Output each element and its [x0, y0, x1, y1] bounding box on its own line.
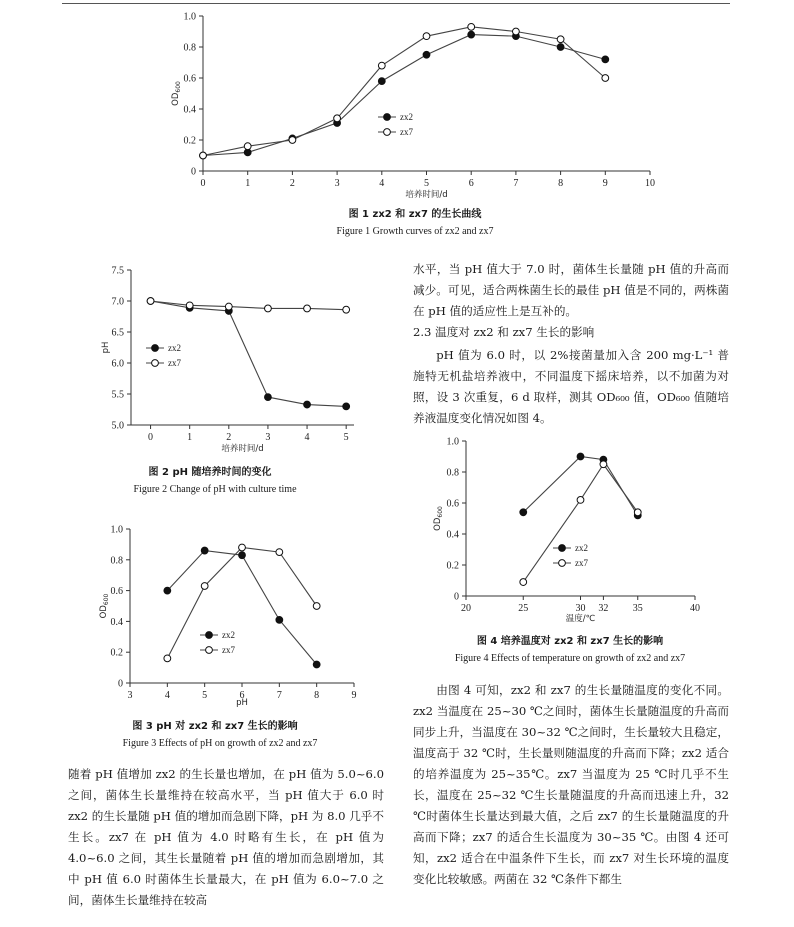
- y-tick-label: 0.4: [446, 529, 459, 541]
- x-tick-label: 8: [314, 690, 320, 701]
- y-tick-label: 0: [454, 591, 459, 603]
- figure-2-caption-en: Figure 2 Change of pH with culture time: [133, 484, 297, 495]
- y-tick-label: 7.0: [111, 296, 124, 308]
- x-axis-label: 温度/℃: [565, 614, 596, 624]
- legend-label-zx2: zx2: [400, 112, 413, 122]
- point-zx2: [313, 661, 320, 668]
- figure-3-caption-cn: 图 3 pH 对 zx2 和 zx7 生长的影响: [132, 721, 298, 732]
- x-tick-label: 9: [602, 178, 608, 189]
- figure-2-caption-cn: 图 2 pH 随培养时间的变化: [148, 467, 272, 478]
- right-paragraph-3: [413, 680, 729, 890]
- x-tick-label: 6: [239, 690, 245, 701]
- left-paragraph-text: 随着 pH 值增加 zx2 的生长量也增加，在 pH 值为 5.0~6.0 之间，菌体生长量维持在较高水平，当 pH 值大于 6.0 时 zx2 的生长量随 pH 值的增加而急剧下降，pH 为 8.0 几乎不生长。zx7 在 pH 值为 4.0 时略有生长，在 pH 值为 4.0~6.0 之间，其生长量随着 pH 值的增加而急剧增加，其中 pH 值 6.0 时菌体生长量最大，在 pH 值为 6.0~7.0 之间，菌体生长量维持在较高: [68, 767, 384, 907]
- y-tick-label: 0.8: [183, 42, 196, 54]
- x-tick-label: 4: [164, 690, 170, 701]
- y-axis-label-sub: 600: [103, 593, 110, 606]
- x-tick-label: 2: [226, 432, 232, 443]
- x-tick-label: 8: [558, 178, 564, 189]
- y-tick-label: 0.2: [183, 135, 196, 147]
- x-tick-label: 3: [334, 178, 340, 189]
- figure-3-caption-en: Figure 3 Effects of pH on growth of zx2 and zx7: [122, 738, 318, 749]
- x-tick-label: 2: [289, 178, 295, 189]
- legend-label-zx7: zx7: [168, 358, 181, 368]
- y-axis-label-sub: 600: [175, 81, 182, 93]
- y-tick-label: 7.5: [111, 265, 124, 277]
- y-tick-label: 0.6: [183, 73, 196, 85]
- y-axis-label: $OD_{600}$: [99, 593, 110, 619]
- y-tick-label: 0.8: [446, 467, 459, 479]
- x-tick-label: 30: [575, 603, 586, 614]
- x-tick-label: 1: [187, 432, 193, 443]
- y-tick-label: 6.0: [111, 358, 124, 370]
- right-paragraph-3-text: 由图 4 可知，zx2 和 zx7 的生长量随温度的变化不同。zx2 当温度在 25~30 ℃之间时，菌体生长量随温度的升高而同步上升，当温度在 30~32 ℃之间时，生长量较大且稳定，温度高于 32 ℃时，生长量则随温度的升高而下降；zx2 适合的培养温度为 25~35℃。zx7 当温度为 25 ℃时几乎不生长，温度在 25~32 ℃生长量随温度的升高而迅速上升，32 ℃时菌体生长量达到最大值，之后 zx7 的生长量随温度的升高而下降；zx7 的适合生长温度为 30~35 ℃。由图 4 还可知，zx2 适合在中温条件下生长，而 zx7 对生长环境的温度变化比较敏感。两菌在 32 ℃条件下都生: [413, 683, 729, 886]
- y-tick-label: 0.6: [446, 498, 459, 510]
- y-tick-label: 0.2: [110, 647, 123, 659]
- point-zx7: [520, 579, 527, 586]
- x-axis-label: 培养时间/d: [221, 444, 264, 454]
- y-tick-label: 0: [118, 678, 123, 690]
- legend-label-zx7: zx7: [575, 558, 588, 568]
- right-paragraph-1-text: 水平，当 pH 值大于 7.0 时，菌体生长量随 pH 值的升高而减少。可见，适合两株菌生长的最佳 pH 值是不同的，两株菌在 pH 值的适应性上是互补的。: [413, 262, 729, 318]
- x-tick-label: 40: [690, 603, 700, 614]
- y-tick-label: 1.0: [183, 11, 196, 23]
- figure-4-caption-en: Figure 4 Effects of temperature on growth of zx2 and zx7: [454, 653, 686, 664]
- legend-marker-zx2: [559, 545, 566, 552]
- x-tick-label: 20: [461, 603, 471, 614]
- legend-label-zx7: zx7: [400, 127, 413, 137]
- x-tick-label: 25: [518, 603, 529, 614]
- right-paragraph-2: [413, 345, 729, 429]
- x-tick-label: 6: [468, 178, 474, 189]
- x-tick-label: 4: [379, 178, 385, 189]
- legend-label-zx2: zx2: [168, 343, 181, 353]
- x-tick-label: 10: [645, 178, 655, 189]
- y-tick-label: 0.4: [110, 616, 123, 628]
- y-tick-label: 1.0: [446, 436, 459, 448]
- x-tick-label: 4: [304, 432, 310, 443]
- point-zx2: [577, 453, 584, 460]
- y-tick-label: 0.2: [446, 560, 459, 572]
- right-paragraph-2-text: pH 值为 6.0 时，以 2%接菌量加入含 200 mg·L⁻¹ 普施特无机盐培养液中，不同温度下摇床培养，以不加菌为对照，设 3 次重复，6 d 取样，测其 OD₆₀₀ 值，OD₆₀₀ 值随培养液温度变化情况如图 4。: [413, 348, 729, 425]
- y-axis-label: $OD_{600}$: [433, 506, 444, 531]
- point-zx7: [164, 655, 171, 662]
- point-zx7: [600, 461, 607, 468]
- x-tick-label: 0: [148, 432, 154, 443]
- figure-4-caption-cn: 图 4 培养温度对 zx2 和 zx7 生长的影响: [476, 636, 664, 647]
- series-line-zx2: [523, 457, 638, 516]
- left-paragraph: [68, 764, 384, 911]
- figure-1-caption-en: Figure 1 Growth curves of zx2 and zx7: [336, 226, 494, 237]
- x-tick-label: 5: [424, 178, 429, 189]
- legend-label-zx7: zx7: [222, 645, 235, 655]
- point-zx7: [577, 497, 584, 504]
- x-tick-label: 5: [202, 690, 208, 701]
- y-tick-label: 0.4: [183, 104, 196, 116]
- x-tick-label: 1: [245, 178, 251, 189]
- y-tick-label: 0.6: [110, 586, 123, 598]
- x-tick-label: 5: [343, 432, 349, 443]
- y-axis-label: $OD_{600}$: [171, 81, 182, 106]
- y-tick-label: 1.0: [110, 524, 123, 536]
- x-tick-label: 35: [632, 603, 643, 614]
- y-tick-label: 0: [191, 166, 196, 178]
- x-tick-label: 32: [598, 603, 609, 614]
- x-tick-label: 3: [127, 690, 133, 701]
- x-axis-label: pH: [236, 698, 248, 708]
- point-zx2: [520, 509, 527, 516]
- x-tick-label: 9: [351, 690, 357, 701]
- x-tick-label: 0: [200, 178, 206, 189]
- figure-1-caption-cn: 图 1 zx2 和 zx7 的生长曲线: [348, 209, 482, 220]
- y-axis-label-sub: 600: [437, 506, 444, 518]
- x-tick-label: 7: [513, 178, 519, 189]
- y-tick-label: 6.5: [111, 327, 124, 339]
- point-zx7: [634, 509, 641, 516]
- right-paragraph-1: [413, 259, 729, 322]
- y-tick-label: 5.5: [111, 389, 124, 401]
- legend-label-zx2: zx2: [222, 630, 235, 640]
- legend-label-zx2: zx2: [575, 543, 588, 553]
- y-tick-label: 5.0: [111, 420, 124, 432]
- y-tick-label: 0.8: [110, 555, 123, 567]
- x-tick-label: 3: [265, 432, 271, 443]
- section-heading: 2.3 温度对 zx2 和 zx7 生长的影响: [413, 325, 595, 339]
- x-tick-label: 7: [276, 690, 282, 701]
- x-axis-label: 培养时间/d: [405, 190, 448, 200]
- legend-marker-zx7: [206, 647, 213, 654]
- y-axis-label: pH: [101, 341, 111, 354]
- legend-marker-zx7: [559, 560, 566, 567]
